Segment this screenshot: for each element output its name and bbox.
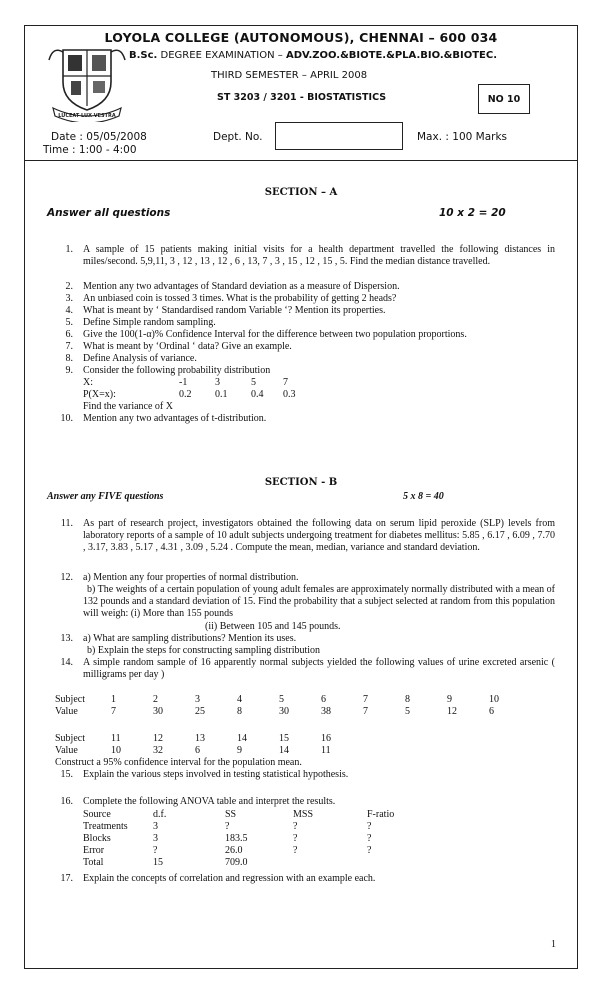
section-b-instruction: Answer any FIVE questions: [47, 491, 164, 502]
exam-time: Time : 1:00 - 4:00: [43, 144, 137, 156]
question-13b: b) Explain the steps for constructing sampling distribution: [87, 645, 321, 656]
exam-page: LUCEAT LUX VESTRA LOYOLA COLLEGE (AUTONOMOUS), CHENNAI – 600 034 B.Sc. DEGREE EXAMINATION – ADV.ZOO.&BIOTE.&PLA.BIO.&BIOTEC. THIRD SEMESTER – APRIL 2008 ST 3203 / 3201 - BIOSTATISTICS NO 10 Date : 05/05/2008 Time : 1:00 - 4:00 Dept. No. Max. : 100 Marks SECTION – A Answer all questions 10 x 2 = 20 1. A sample of 15 patients making initial visits for a health department travelled the following distances in miles/second. 5,9,11, 3 , 12 , 13 , 12 , 6 , 13, 7 , 3 , 15 , 12 , 15 , 5. Find the median distance travelled. 2. Mention any two advantages of Standard deviation as a measure of Dispersion. 3. An unbiased coin is tossed 3 times. What is the probability of getting 2 heads? 4. What is meant by ‘ Standardised random Variable ‘? Mention its properties. 5. Define Simple random sampling. 6. Give the 100(1-α)% Confidence Interval for the difference between two population proportions. 7. What is meant by ‘Ordinal ‘ data? Give an example. 8. Define Analysis of variance. 9. Consider the following probability distribution X: -1 3 5 7 P(X=x): 0.2 0.1 0.4 0.3 Find the variance of X 10. Mention any two advantages of t-distribution. SECTION - B Answer any FIVE questions 5 x 8 = 40 11. As part of research project, investigators obtained the following data on serum lipid peroxide (SLP) levels from laboratory reports of a sample of 10 adult subjects undergoing treatment for diabetes mellitus: 5.85 , 6.17 , 6.09 , 7.70 , 3.17, 3.83 , 5.17 , 4.31 , 3.09 , 5.24 . Compute the mean, median, variance and standard deviation. 12. a) Mention any four properties of normal distribution. b) The weights of a certain population of young adult females are approximately normally distributed with a mean of 132 pounds and a standard deviation of 15. Find the probability that a subject selected at random from this population will weigh: (i) More than 155 pounds (ii) Between 105 and 145 pounds. 13. a) What are sampling distributions? Mention its uses. b) Explain the steps for constructing sampling distribution 14. A simple random sample of 16 apparently normal subjects yielded the following values of urine excreted arsenic ( milligrams per day ) Subject 1 2 3 4 5 6 7 8 9 10 Value 7 30 25 8 30 38 7 5 12 6 Subject 11 12 13 14 15 16 Value 10 32 6 9 14 11 Construct a 95% confidence interval for the population mean. 15. Explain the various steps involved in testing statistical hypothesis. 16. Complete the following ANOVA table and interpret the results. Source d.f. SS MSS F-ratio Treatments 3 ? ? ? Blocks 3 183.5 ? ? Error ? 26.0 ? ? Total 15 709.0 17. Explain the concepts of correlation and regression with an example each. 1: [24, 25, 578, 969]
section-b-marks: 5 x 8 = 40: [403, 491, 444, 502]
paper-code: ST 3203 / 3201 - BIOSTATISTICS: [217, 92, 387, 103]
page-number: 1: [551, 939, 556, 950]
section-a-title: SECTION – A: [264, 187, 338, 198]
anova-table: Source d.f. SS MSS F-ratio Treatments 3 ? ? ? Blocks 3 183.5 ? ? Error ? 26.0 ? ? Total 15 709.0: [83, 809, 395, 868]
question-12b-ii: (ii) Between 105 and 145 pounds.: [205, 621, 341, 632]
section-a-instruction: Answer all questions: [47, 207, 171, 219]
section-a-marks: 10 x 2 = 20: [439, 207, 506, 219]
dept-no-label: Dept. No.: [213, 131, 263, 143]
q9-followup: Find the variance of X: [83, 401, 173, 412]
q14-followup: Construct a 95% confidence interval for the population mean.: [55, 757, 302, 768]
max-marks: Max. : 100 Marks: [417, 131, 507, 143]
semester-line: THIRD SEMESTER – APRIL 2008: [211, 70, 368, 81]
q9-probability-table: X: -1 3 5 7 P(X=x): 0.2 0.1 0.4 0.3: [83, 377, 296, 400]
question-12b: b) The weights of a certain population of young adult females are approximately normally distributed with a mean of 132 pounds and a standard deviation of 15. Find the probability that a subject selected at random from this population will weigh: (i) More than 155 pounds: [83, 584, 556, 620]
college-name: LOYOLA COLLEGE (AUTONOMOUS), CHENNAI – 600 034: [104, 30, 498, 45]
header-divider: [25, 160, 577, 161]
exam-date: Date : 05/05/2008: [51, 131, 147, 143]
q14-table-1: Subject 1 2 3 4 5 6 7 8 9 10 Value 7 30 25 8 30 38 7 5 12 6: [55, 694, 499, 717]
section-b-title: SECTION - B: [264, 477, 338, 488]
q14-table-2: Subject 11 12 13 14 15 16 Value 10 32 6 9 14 11: [55, 733, 331, 756]
paper-number-box: NO 10: [478, 84, 530, 114]
dept-no-field[interactable]: [275, 122, 403, 150]
college-crest-logo: [47, 42, 127, 122]
svg-text:LUCEAT LUX VESTRA: LUCEAT LUX VESTRA: [58, 113, 116, 119]
degree-line: B.Sc. DEGREE EXAMINATION – ADV.ZOO.&BIOTE.&PLA.BIO.&BIOTEC.: [129, 50, 498, 61]
